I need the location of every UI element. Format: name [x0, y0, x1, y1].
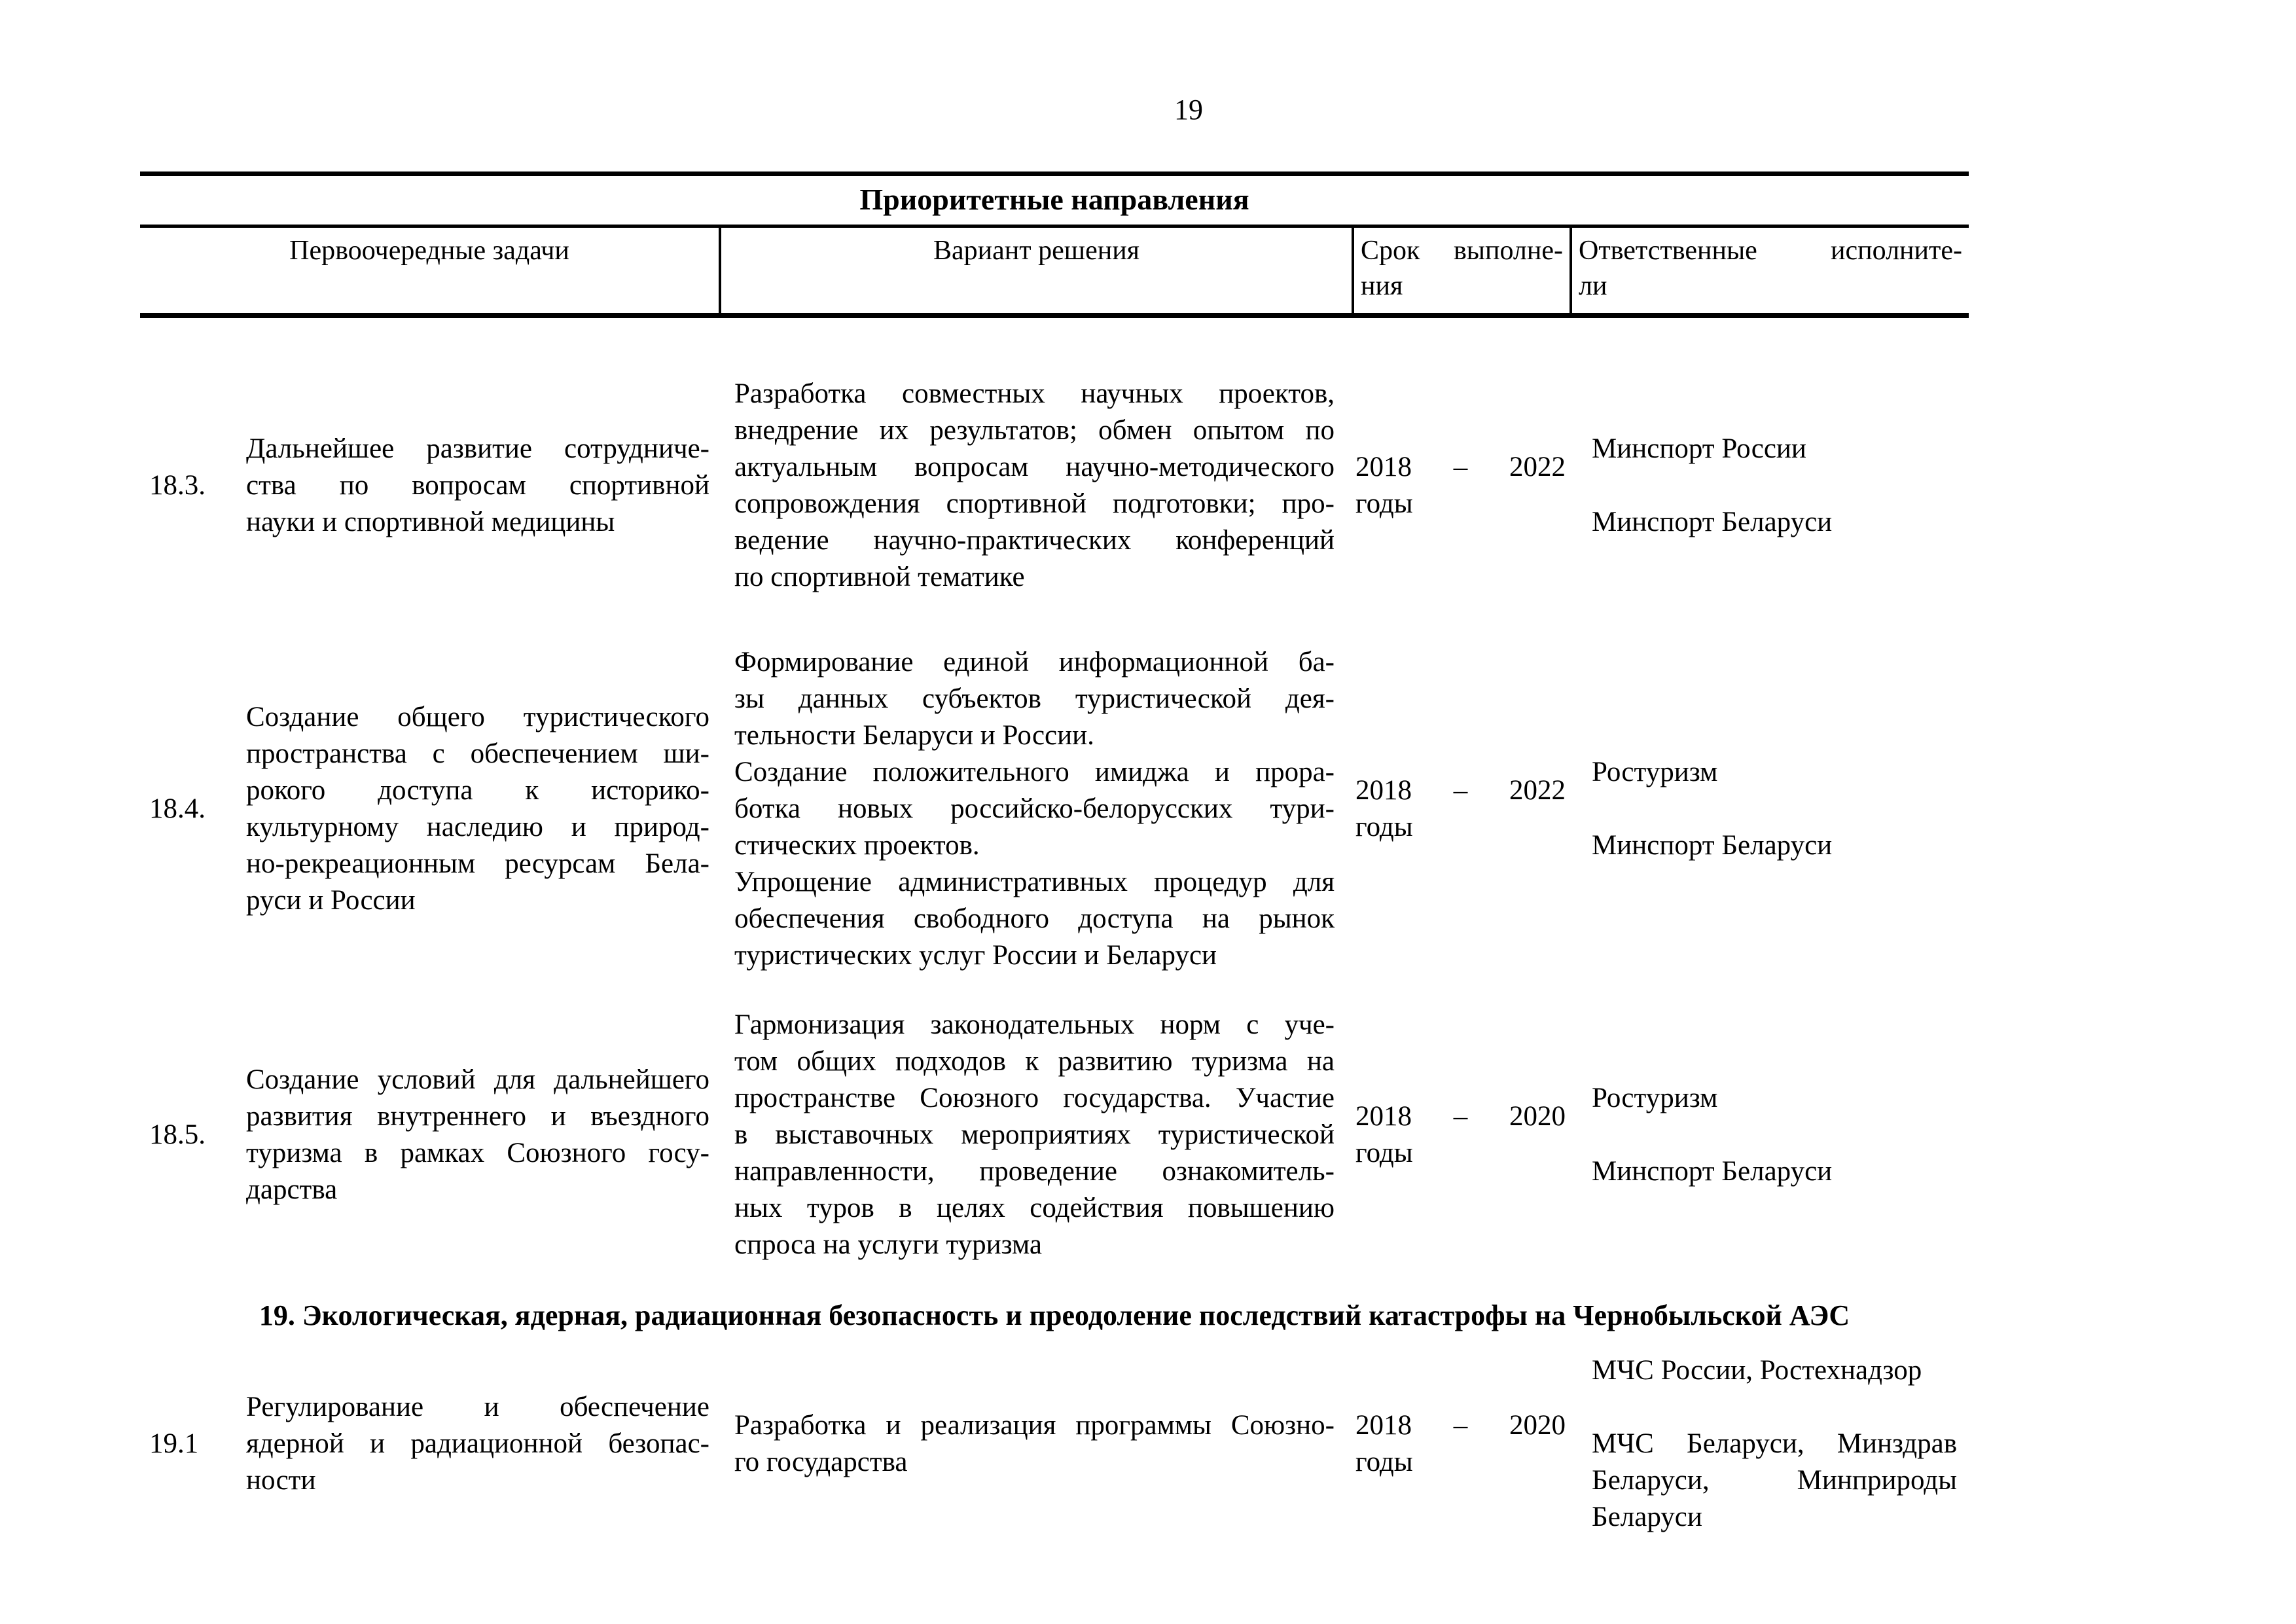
executors-cell — [1570, 754, 1969, 864]
text-line: Формирование единой информационной ба- — [734, 647, 1335, 677]
task-text — [246, 431, 719, 541]
text-line: Минспорт Беларуси — [1592, 1156, 1833, 1187]
text-line: Минспорт России — [1592, 433, 1806, 464]
text-line: 2018 – 2020 — [1355, 1410, 1566, 1441]
header-solution: Вариант решения — [719, 228, 1352, 313]
text-line: тельности Беларуси и России. — [734, 720, 1094, 751]
executor-group — [1592, 1426, 1957, 1536]
text-line: Беларуси, Минприроды — [1592, 1465, 1957, 1496]
text-line: Упрощение административных процедур для — [734, 867, 1335, 897]
text-line: Срок выполне- — [1361, 236, 1563, 266]
solution-cell — [719, 1007, 1352, 1263]
text-line: ведение научно-практических конференций — [734, 525, 1335, 556]
table-title: Приоритетные направления — [859, 183, 1249, 216]
text-line: ности — [246, 1465, 316, 1496]
task-cell — [140, 699, 719, 919]
text-line: внедрение их результатов; обмен опытом по — [734, 415, 1335, 446]
text-line: по спортивной тематике — [734, 562, 1025, 592]
text-line: ли — [1579, 271, 1607, 301]
text-line: актуальным вопросам научно-методического — [734, 452, 1335, 482]
term-cell — [1352, 1407, 1570, 1481]
text-line: Дальнейшее развитие сотрудниче- — [246, 433, 709, 464]
text-line: го государства — [734, 1447, 908, 1477]
text-line: Создание условий для дальнейшего — [246, 1064, 709, 1095]
text-line: но-рекреационным ресурсам Бела- — [246, 848, 709, 879]
text-line: том общих подходов к развитию туризма на — [734, 1046, 1335, 1077]
task-cell — [140, 1062, 719, 1208]
task-text — [246, 699, 719, 919]
text-line: 2018 – 2022 — [1355, 775, 1566, 806]
text-line: направленности, проведение ознакомитель- — [734, 1156, 1335, 1187]
executors-cell — [1570, 1352, 1969, 1536]
text-line: Минспорт Беларуси — [1592, 830, 1833, 861]
text-line: ядерной и радиационной безопас- — [246, 1428, 709, 1459]
text-line: сопровождения спортивной подготовки; про- — [734, 488, 1335, 519]
page-number: 19 — [1174, 94, 1203, 126]
table-row — [140, 1352, 1969, 1536]
text-line: спроса на услуги туризма — [734, 1229, 1043, 1260]
text-line: Создание общего туристического — [246, 702, 709, 732]
text-line: Беларуси — [1592, 1502, 1702, 1532]
term-cell — [1352, 449, 1570, 522]
text-line: ства по вопросам спортивной — [246, 470, 709, 501]
text-line: Ростуризм — [1592, 757, 1718, 787]
text-line: руси и России — [246, 885, 416, 916]
table-row — [140, 644, 1969, 974]
header-tasks: Первоочередные задачи — [289, 236, 569, 266]
header-term — [1352, 228, 1570, 313]
text-line: дарства — [246, 1174, 338, 1205]
table-header-row — [140, 225, 1969, 318]
row-number: 18.5. — [149, 1119, 206, 1150]
text-line: пространства с обеспечением ши- — [246, 738, 709, 769]
text-line: МЧС Беларуси, Минздрав — [1592, 1428, 1957, 1459]
executor-group — [1592, 1080, 1957, 1117]
text-line: ния — [1361, 271, 1403, 301]
executor-group — [1592, 431, 1957, 467]
priorities-table — [140, 171, 1969, 1536]
text-line: годы — [1355, 812, 1413, 842]
text-line: МЧС России, Ростехнадзор — [1592, 1355, 1922, 1386]
table-top-border — [140, 171, 1969, 176]
text-line: Гармонизация законодательных норм с уче- — [734, 1009, 1335, 1040]
executor-group — [1592, 504, 1957, 541]
text-line: зы данных субъектов туристической дея- — [734, 683, 1335, 714]
executor-group — [1592, 754, 1957, 791]
text-line: Ростуризм — [1592, 1083, 1718, 1113]
executor-group — [1592, 827, 1957, 864]
text-line: туризма в рамках Союзного госу- — [246, 1138, 709, 1168]
executor-group — [1592, 1352, 1957, 1389]
text-line: туристических услуг России и Беларуси — [734, 940, 1217, 971]
text-line: годы — [1355, 488, 1413, 519]
solution-cell — [719, 1407, 1352, 1481]
text-line: пространстве Союзного государства. Участие — [734, 1083, 1335, 1113]
text-line: годы — [1355, 1447, 1413, 1477]
table-row — [140, 1007, 1969, 1263]
text-line: 2018 – 2020 — [1355, 1101, 1566, 1132]
text-line: Регулирование и обеспечение — [246, 1392, 709, 1422]
text-line: развития внутреннего и въездного — [246, 1101, 709, 1132]
executors-cell — [1570, 431, 1969, 541]
term-cell — [1352, 772, 1570, 846]
text-line: ботка новых российско-белорусских тури- — [734, 793, 1335, 824]
row-number: 19.1 — [149, 1428, 199, 1459]
task-cell — [140, 1389, 719, 1499]
text-line: Создание положительного имиджа и прора- — [734, 757, 1335, 787]
text-line: годы — [1355, 1138, 1413, 1168]
section-heading: 19. Экологическая, ядерная, радиационная безопасность и преодоление последствий катастрофы на Чернобыльской АЭС — [259, 1299, 1850, 1331]
text-line: обеспечения свободного доступа на рынок — [734, 903, 1335, 934]
text-line: 2018 – 2022 — [1355, 452, 1566, 482]
executor-group — [1592, 1153, 1957, 1190]
text-line: рокого доступа к историко- — [246, 775, 709, 806]
row-number: 18.3. — [149, 470, 206, 501]
text-line: в выставочных мероприятиях туристической — [734, 1119, 1335, 1150]
text-line: культурному наследию и природ- — [246, 812, 709, 842]
term-cell — [1352, 1098, 1570, 1172]
row-number: 18.4. — [149, 793, 206, 824]
text-line: ных туров в целях содействия повышению — [734, 1193, 1335, 1223]
task-text — [246, 1062, 719, 1208]
text-line: Минспорт Беларуси — [1592, 507, 1833, 537]
executors-cell — [1570, 1080, 1969, 1190]
text-line: Ответственные исполните- — [1579, 236, 1962, 266]
solution-cell — [719, 644, 1352, 974]
text-line: Разработка совместных научных проектов, — [734, 378, 1335, 409]
header-executors — [1570, 228, 1969, 313]
table-row — [140, 376, 1969, 596]
text-line: науки и спортивной медицины — [246, 507, 615, 537]
solution-cell — [719, 376, 1352, 596]
text-line: стических проектов. — [734, 830, 980, 861]
text-line: Разработка и реализация программы Союзно- — [734, 1410, 1335, 1441]
task-text — [246, 1389, 719, 1499]
task-cell — [140, 431, 719, 541]
